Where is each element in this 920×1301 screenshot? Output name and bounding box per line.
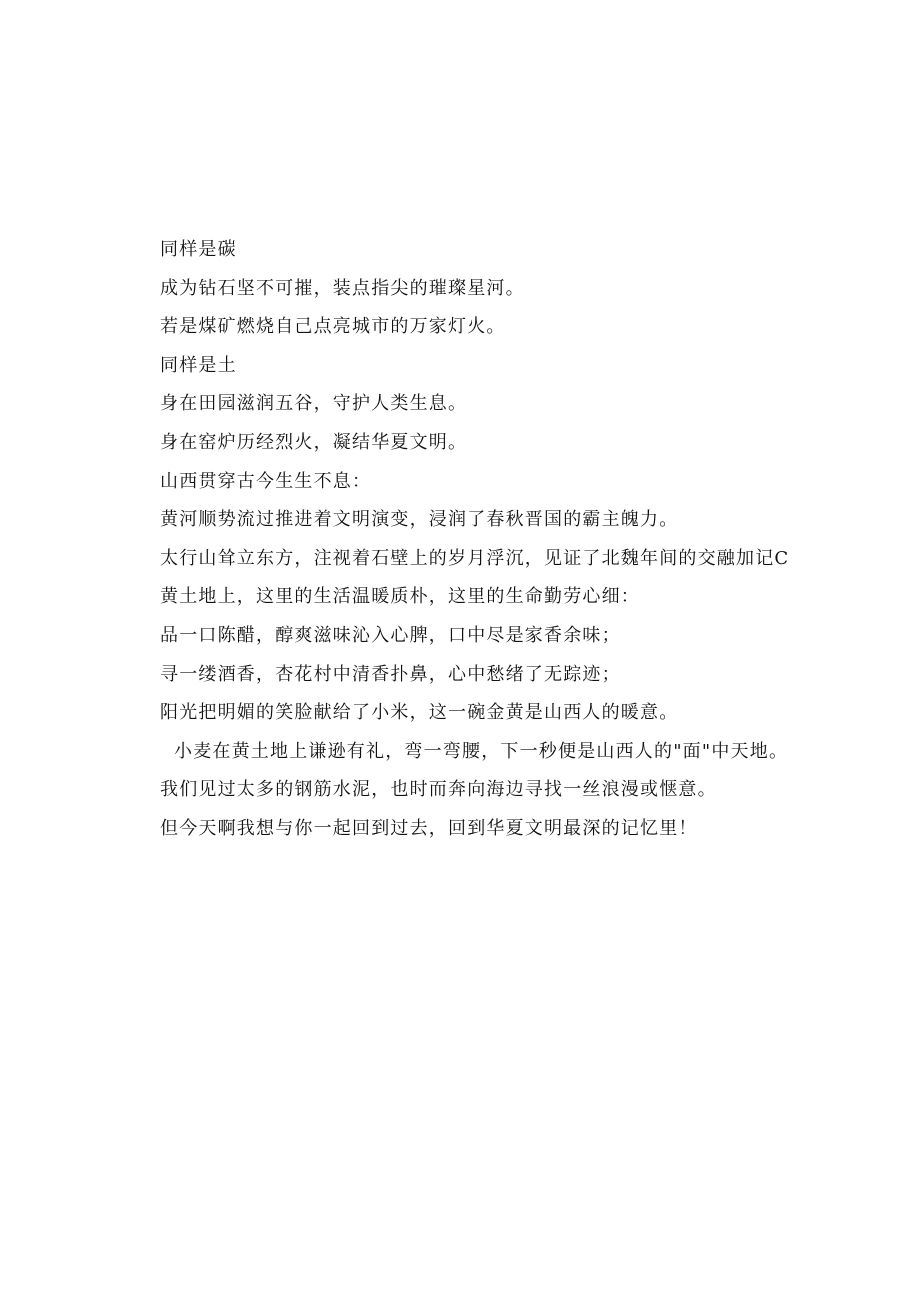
text-line: 寻一缕酒香，杏花村中清香扑鼻，心中愁绪了无踪迹； bbox=[160, 663, 621, 685]
text-line: 阳光把明媚的笑脸献给了小米，这一碗金黄是山西人的暖意。 bbox=[160, 702, 679, 724]
text-line: 若是煤矿燃烧自己点亮城市的万家灯火。 bbox=[160, 316, 506, 338]
text-line: 我们见过太多的钢筋水泥，也时而奔向海边寻找一丝浪漫或惬意。 bbox=[160, 779, 717, 801]
text-line: 成为钻石坚不可摧，装点指尖的璀璨星河。 bbox=[160, 277, 525, 299]
text-line: 同样是土 bbox=[160, 354, 237, 376]
text-line: 小麦在黄土地上谦逊有礼，弯一弯腰，下一秒便是山西人的"面"中天地。 bbox=[174, 740, 789, 762]
text-line: 身在窑炉历经烈火，凝结华夏文明。 bbox=[160, 431, 468, 453]
text-line: 山西贯穿古今生生不息： bbox=[160, 470, 372, 492]
poem-text-block bbox=[160, 231, 900, 849]
text-line: 黄河顺势流过推进着文明演变，浸润了春秋晋国的霸主魄力。 bbox=[160, 509, 679, 531]
text-line: 品一口陈醋，醇爽滋味沁入心脾，口中尽是家香余味； bbox=[160, 624, 621, 646]
text-line: 黄土地上，这里的生活温暖质朴，这里的生命勤劳心细： bbox=[160, 586, 640, 608]
text-line: 但今天啊我想与你一起回到过去，回到华夏文明最深的记忆里！ bbox=[160, 817, 698, 839]
text-line: 太行山耸立东方，注视着石壁上的岁月浮沉，见证了北魏年间的交融加记C bbox=[160, 547, 790, 569]
text-line: 同样是碳 bbox=[160, 239, 237, 260]
text-line: 身在田园滋润五谷，守护人类生息。 bbox=[160, 393, 468, 415]
